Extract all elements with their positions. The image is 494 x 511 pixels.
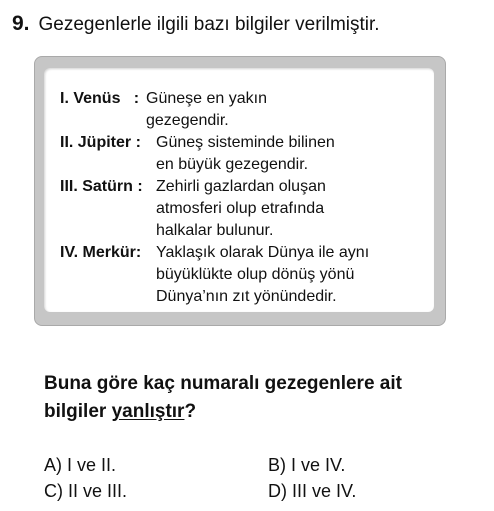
planet-description: Güneş sisteminde bilinen en büyük gezegendir. [156,134,335,173]
prompt-line-2 [44,398,464,426]
planet-label: I. Venüs : [60,90,144,107]
prompt-prefix: bilgiler [44,401,112,422]
planet-label: II. Jüpiter : [60,134,146,151]
info-list [60,88,369,308]
prompt-line-1: Buna göre kaç numaralı gezegenlere ait [44,373,402,394]
choice-c[interactable]: C) II ve III. [44,481,128,501]
info-row-venus [60,88,369,132]
question-stem: Gezegenlerle ilgili bazı bilgiler verilmiştir. [38,14,380,35]
answer-choices [44,452,464,504]
question-prompt [44,370,464,426]
info-row-mercury [60,242,369,308]
planet-description: Güneşe en yakın gezegendir. [146,90,267,129]
info-row-jupiter [60,132,369,176]
info-row-saturn [60,176,369,242]
choice-d[interactable]: D) III ve IV. [268,481,357,501]
planet-label: III. Satürn : [60,178,148,195]
choice-b[interactable]: B) I ve IV. [268,455,346,475]
planet-description: Yaklaşık olarak Dünya ile aynı büyüklükte olup dönüş yönü Dünya’nın zıt yönündedir. [156,244,370,305]
question-number: 9. [12,12,30,35]
choice-a[interactable]: A) I ve II. [44,455,117,475]
planet-label: IV. Merkür: [60,244,146,261]
prompt-emphasis: yanlıştır [111,401,185,422]
question-header [12,12,380,36]
prompt-suffix: ? [184,401,197,422]
planet-description: Zehirli gazlardan oluşan atmosferi olup etrafında halkalar bulunur. [156,178,326,239]
